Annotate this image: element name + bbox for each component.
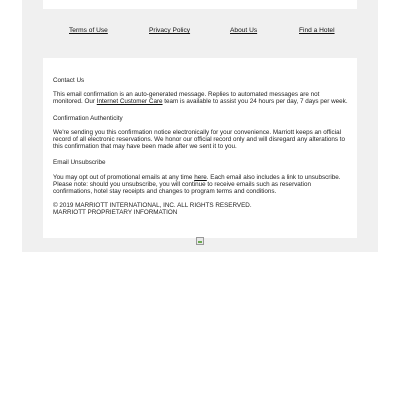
unsubscribe-text bbox=[53, 174, 349, 196]
contact-text-end: team is available to assist you 24 hours per day, 7 days per week. bbox=[162, 98, 348, 106]
contact-text-start: This email confirmation is an auto-generated message. Replies to automated messages are not monitored. Our bbox=[53, 91, 320, 106]
contact-heading: Contact Us bbox=[53, 77, 85, 84]
unsubscribe-here-link[interactable]: here bbox=[194, 174, 207, 181]
find-a-hotel-link[interactable]: Find a Hotel bbox=[299, 27, 335, 34]
unsubscribe-text-end: . Each email also includes a link to unsubscribe. Please note: should you unsubscribe, you will continue to receive emails such as reservation confirmations, hotel stay receipts and changes to program terms and conditions. bbox=[53, 174, 341, 196]
authenticity-heading: Confirmation Authenticity bbox=[53, 115, 123, 122]
about-us-link[interactable]: About Us bbox=[230, 27, 258, 34]
copyright-line: © 2019 MARRIOTT INTERNATIONAL, INC. ALL RIGHTS RESERVED. bbox=[53, 202, 252, 209]
privacy-policy-link[interactable]: Privacy Policy bbox=[149, 27, 191, 34]
authenticity-text: We're sending you this confirmation notice electronically for your convenience. Marriott keeps an official record of all electronic reservations. We honor our official record only and will disregard any alterations to this confirmation that may have been made after we sent it to you. bbox=[53, 129, 346, 151]
unsubscribe-heading: Email Unsubscribe bbox=[53, 159, 106, 166]
proprietary-line: MARRIOTT PROPRIETARY INFORMATION bbox=[53, 209, 178, 216]
top-card-edge bbox=[43, 0, 357, 9]
terms-of-use-link[interactable]: Terms of Use bbox=[69, 27, 108, 34]
customer-care-link[interactable]: Internet Customer Care bbox=[96, 98, 163, 106]
footer-links bbox=[43, 27, 357, 41]
info-card bbox=[43, 58, 357, 238]
broken-image-icon bbox=[196, 237, 204, 245]
unsubscribe-text-start: You may opt out of promotional emails at any time bbox=[53, 174, 195, 181]
contact-text bbox=[53, 91, 349, 105]
